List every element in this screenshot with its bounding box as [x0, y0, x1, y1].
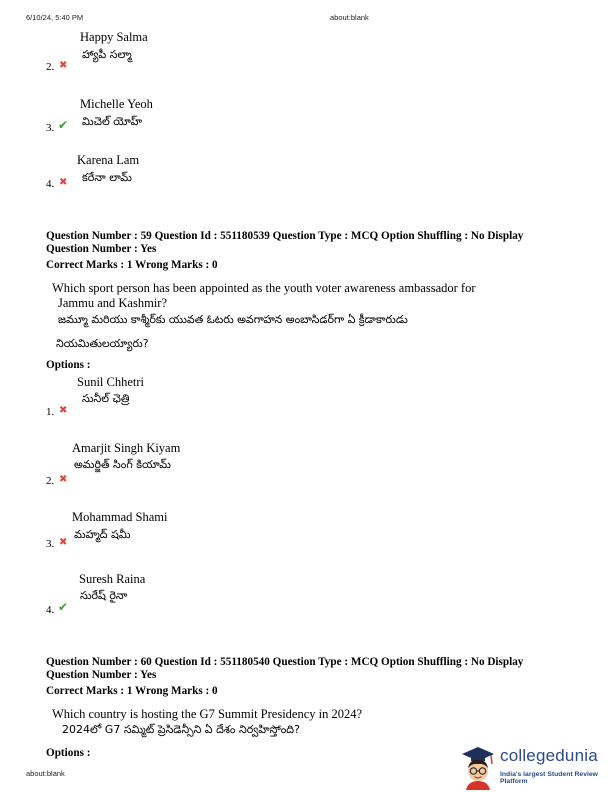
option-number: 4.: [46, 604, 55, 616]
question-meta: Question Number : 60 Question Id : 551180540 Question Type : MCQ Option Shuffling : No Display: [46, 656, 524, 668]
option-te: సునీల్ ఛెత్రి: [82, 392, 130, 405]
option-number: 2.: [46, 61, 55, 73]
question-meta: Question Number : 59 Question Id : 551180539 Question Type : MCQ Option Shuffling : No Display: [46, 230, 524, 242]
option-en: Happy Salma: [80, 30, 148, 44]
marks-info: Correct Marks : 1 Wrong Marks : 0: [46, 685, 218, 697]
print-datetime: 6/10/24, 5:40 PM: [26, 13, 84, 22]
question-meta: Question Number : Yes: [46, 243, 157, 255]
option-number: 4.: [46, 178, 55, 190]
option-te: హ్యాపీ సల్మా: [82, 48, 132, 61]
check-icon: ✔: [58, 600, 69, 614]
option-te: కరేనా లామ్: [82, 171, 132, 184]
options-label: Options :: [46, 359, 91, 371]
option-en: Suresh Raina: [79, 572, 146, 586]
question-text-te: 2024లో G7 సమ్మిట్ ప్రెసిడెన్సీని ఏ దేశం నిర్వహిస్తోంది?: [62, 723, 300, 736]
marks-info: Correct Marks : 1 Wrong Marks : 0: [46, 259, 218, 271]
option-te: మహ్మద్ షమీ: [74, 528, 131, 541]
question-text-en: Which sport person has been appointed as the youth voter awareness ambassador for: [52, 281, 476, 295]
option-en: Sunil Chhetri: [77, 375, 145, 389]
logo-tagline: India's largest Student Review Platform: [500, 771, 598, 785]
option-te: మిచెల్ యోహ్: [82, 115, 142, 128]
print-url: about:blank: [330, 13, 369, 22]
cross-icon: ✖: [59, 177, 68, 188]
option-te: అమర్జిత్ సింగ్ కియామ్: [74, 458, 171, 471]
collegedunia-logo: [458, 744, 610, 792]
option-en: Mohammad Shami: [72, 510, 168, 524]
option-number: 2.: [46, 475, 55, 487]
question-meta: Question Number : Yes: [46, 669, 157, 681]
question-text-en: Which country is hosting the G7 Summit Presidency in 2024?: [52, 707, 363, 721]
option-number: 3.: [46, 122, 55, 134]
option-number: 3.: [46, 538, 55, 550]
option-te: సురేష్ రైనా: [80, 589, 128, 602]
options-label: Options :: [46, 747, 91, 759]
mascot-icon: [458, 744, 498, 790]
cross-icon: ✖: [59, 405, 68, 416]
cross-icon: ✖: [59, 474, 68, 485]
question-text-en: Jammu and Kashmir?: [58, 296, 168, 310]
check-icon: ✔: [58, 118, 69, 132]
option-en: Karena Lam: [77, 153, 140, 167]
option-en: Amarjit Singh Kiyam: [72, 441, 181, 455]
question-text-te: జమ్మూ మరియు కాశ్మీర్‌కు యువత ఓటరు అవగాహన అంబాసిడర్‌గా ఏ క్రీడాకారుడు: [58, 313, 408, 326]
cross-icon: ✖: [59, 537, 68, 548]
logo-name: collegedunia: [500, 746, 598, 765]
cross-icon: ✖: [59, 60, 68, 71]
question-text-te: నియమితులయ్యారు?: [56, 337, 149, 350]
footer-url: about:blank: [26, 769, 65, 778]
option-en: Michelle Yeoh: [80, 97, 153, 111]
option-number: 1.: [46, 406, 55, 418]
